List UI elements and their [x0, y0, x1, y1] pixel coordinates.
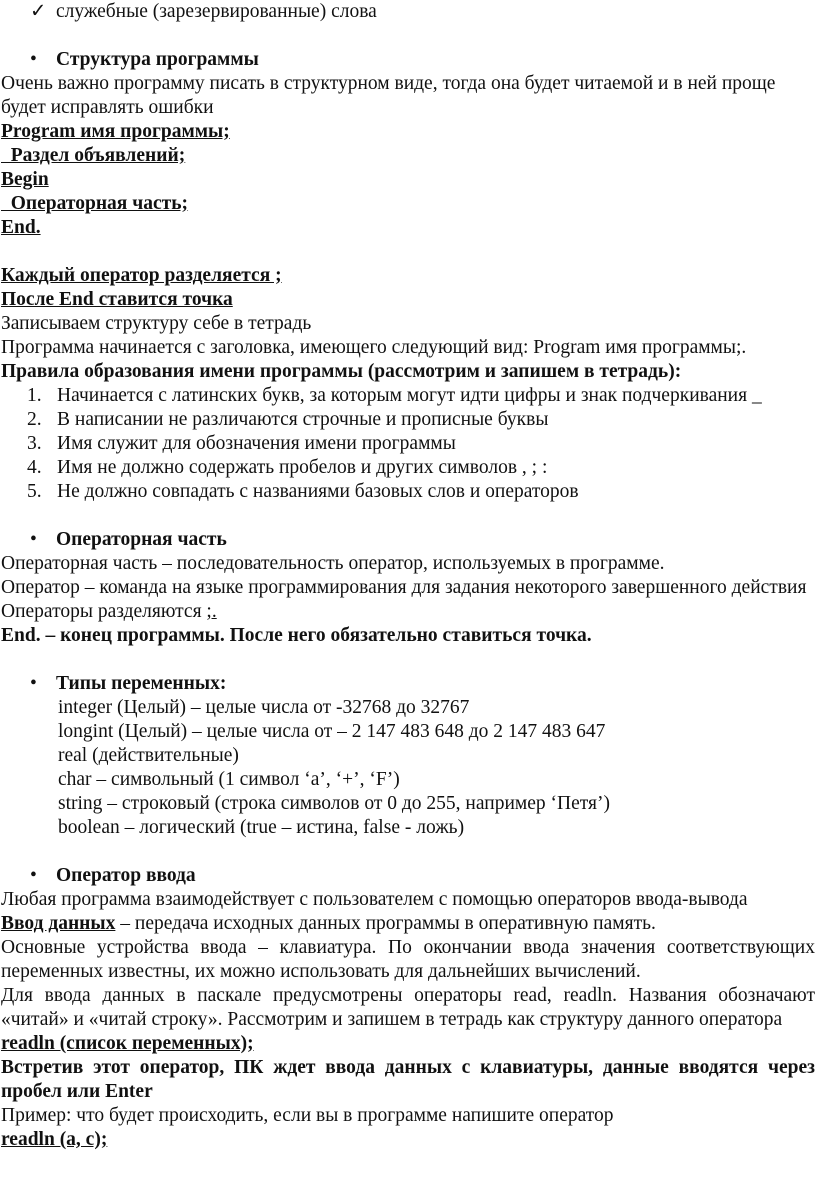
type-real: real (действительные): [58, 745, 239, 766]
readln-syntax: readln (список переменных);: [1, 1033, 254, 1054]
type-char: char – символьный (1 символ ‘a’, ‘+’, ‘F’): [58, 769, 400, 790]
structure-intro: Очень важно программу писать в структурном виде, тогда она будет читаемой и в ней проще будет исправлять ошибки: [1, 73, 776, 118]
type-integer: integer (Целый) – целые числа от -32768 до 32767: [58, 697, 470, 718]
rule-end-dot: После End ставится точка: [1, 289, 233, 310]
document-page: [1, 0, 815, 1152]
rule-separator: Каждый оператор разделяется ;: [1, 265, 282, 286]
list-item: 3. Имя служит для обозначения имени программы: [27, 433, 456, 454]
template-line-operators: Операторная часть;: [1, 193, 189, 214]
list-item: 4. Имя не должно содержать пробелов и других символов , ; :: [27, 457, 548, 478]
program-header-text: Программа начинается с заголовка, имеющего следующий вид: Program имя программы;.: [1, 337, 747, 358]
note-notebook: Записываем структуру себе в тетрадь: [1, 313, 312, 334]
input-paragraph-6: Пример: что будет происходить, если вы в программе напишите оператор: [1, 1105, 614, 1126]
input-paragraph-5: Встретив этот оператор, ПК ждет ввода данных с клавиатуры, данные вводятся через пробел или Enter: [1, 1057, 815, 1102]
list-item: 2. В написании не различаются строчные и прописные буквы: [27, 409, 549, 430]
list-item: 5. Не должно совпадать с названиями базовых слов и операторов: [27, 481, 579, 502]
end-note: End. – конец программы. После него обязательно ставиться точка.: [1, 625, 592, 646]
operator-part-heading: • Операторная часть: [30, 529, 227, 550]
input-paragraph-2: Ввод данных – передача исходных данных программы в оперативную память.: [1, 913, 656, 934]
bullet-icon: •: [30, 529, 37, 550]
structure-heading: • Структура программы: [30, 49, 259, 70]
type-string: string – строковый (строка символов от 0 до 255, например ‘Петя’): [58, 793, 610, 814]
reserved-words-text: служебные (зарезервированные) слова: [56, 1, 377, 22]
operators-separator-text: Операторы разделяются ;.: [1, 601, 217, 622]
template-line-declarations: Раздел объявлений;: [1, 145, 186, 166]
input-paragraph-1: Любая программа взаимодействует с пользователем с помощью операторов ввода-вывода: [1, 889, 748, 910]
template-line-begin: Begin: [1, 169, 49, 190]
template-line-program: Program имя программы;: [1, 121, 230, 142]
reserved-words-item: [1, 0, 815, 24]
type-longint: longint (Целый) – целые числа от – 2 147 483 648 до 2 147 483 647: [58, 721, 606, 742]
type-boolean: boolean – логический (true – истина, false - ложь): [58, 817, 465, 838]
bullet-icon: •: [30, 49, 37, 70]
input-operator-heading: • Оператор ввода: [30, 865, 196, 886]
list-item: 1. Начинается с латинских букв, за которым могут идти цифры и знак подчеркивания _: [27, 385, 762, 406]
operator-definition: Оператор – команда на языке программирования для задания некоторого завершенного действия: [1, 577, 807, 598]
naming-rules-list: [1, 384, 815, 504]
types-heading: • Типы переменных:: [30, 673, 227, 694]
input-paragraph-3: Основные устройства ввода – клавиатура. По окончании ввода значения соответствующих переменных известны, их можно использовать для дальнейших вычислений.: [1, 937, 815, 982]
operator-part-definition: Операторная часть – последовательность оператор, используемых в программе.: [1, 553, 665, 574]
template-line-end: End.: [1, 217, 41, 238]
checkmark-icon: ✓: [30, 1, 47, 22]
bullet-icon: •: [30, 865, 37, 886]
input-paragraph-4: Для ввода данных в паскале предусмотрены операторы read, readln. Названия обозначают «читай» и «читай строку». Рассмотрим и запишем в тетрадь как структуру данного оператора: [1, 985, 815, 1030]
readln-example: readln (a, c);: [1, 1129, 108, 1150]
bullet-icon: •: [30, 673, 37, 694]
naming-rules-title: Правила образования имени программы (рассмотрим и запишем в тетрадь):: [1, 361, 682, 382]
